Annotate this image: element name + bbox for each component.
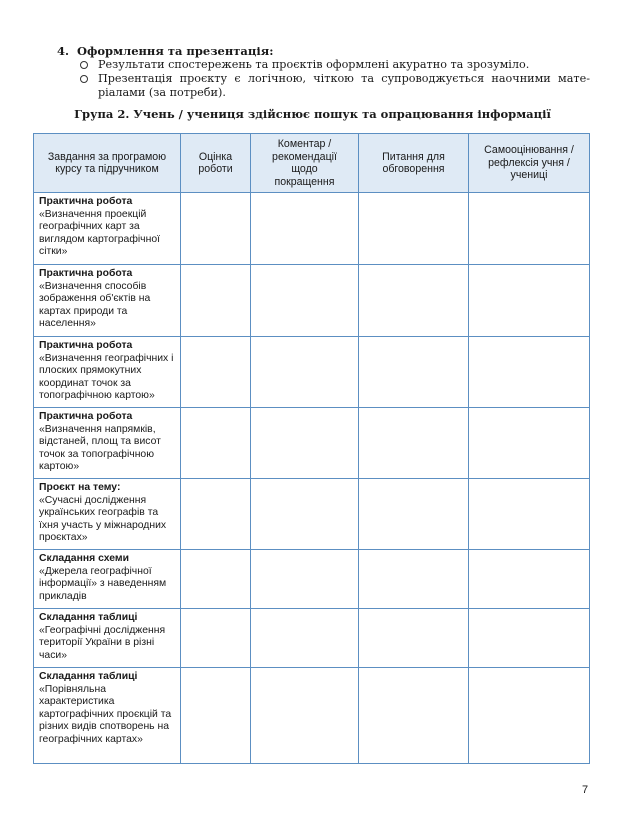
discussion-cell[interactable]: [359, 265, 469, 337]
comment-cell[interactable]: [251, 337, 359, 408]
circle-bullet-icon: [80, 75, 88, 83]
table-row: [34, 609, 590, 668]
discussion-cell[interactable]: [359, 479, 469, 550]
comment-cell[interactable]: [251, 668, 359, 764]
task-name: «Визначення проекцій географічних карт за виглядом картографічної сітки»: [39, 208, 160, 258]
table-row: [34, 479, 590, 550]
task-cell: [34, 193, 181, 265]
self-assessment-cell[interactable]: [469, 609, 590, 668]
task-type: Практична робота: [39, 196, 133, 207]
discussion-cell[interactable]: [359, 550, 469, 609]
task-type: Проєкт на тему:: [39, 482, 121, 493]
grade-cell[interactable]: [181, 668, 251, 764]
list-item: [80, 58, 590, 72]
task-name: «Джерела географічної інформації» з наведенням прикладів: [39, 565, 167, 602]
grade-cell[interactable]: [181, 479, 251, 550]
table-header-row: [34, 134, 590, 193]
evaluation-table: [33, 133, 590, 764]
comment-cell[interactable]: [251, 193, 359, 265]
task-cell: [34, 337, 181, 408]
task-cell: [34, 479, 181, 550]
task-name: «Сучасні дослідження українських географів та їхня участь у міжнародних проєктах»: [39, 494, 167, 544]
table-row: [34, 550, 590, 609]
comment-cell[interactable]: [251, 265, 359, 337]
task-cell: [34, 550, 181, 609]
task-cell: [34, 609, 181, 668]
task-type: Складання таблиці: [39, 612, 138, 623]
grade-cell[interactable]: [181, 193, 251, 265]
comment-cell[interactable]: [251, 479, 359, 550]
table-row: [34, 668, 590, 764]
criteria-list: [80, 58, 590, 101]
comment-cell[interactable]: [251, 609, 359, 668]
task-type: Практична робота: [39, 340, 133, 351]
header-discussion: Питання для обговорення: [359, 134, 469, 193]
discussion-cell[interactable]: [359, 609, 469, 668]
section-title: Оформлення та презентація:: [77, 44, 274, 58]
header-task: Завдання за програмою курсу та підручником: [34, 134, 181, 193]
grade-cell[interactable]: [181, 408, 251, 479]
grade-cell[interactable]: [181, 609, 251, 668]
self-assessment-cell[interactable]: [469, 193, 590, 265]
circle-bullet-icon: [80, 61, 88, 69]
table-row: [34, 193, 590, 265]
list-item-text: Презентація проєкту є логічною, чіткою та супроводжується наочними мате- ріалами (за потреби).: [98, 72, 590, 100]
discussion-cell[interactable]: [359, 337, 469, 408]
task-name: «Географічні дослідження території України в різні часи»: [39, 624, 166, 661]
grade-cell[interactable]: [181, 337, 251, 408]
task-type: Складання схеми: [39, 553, 129, 564]
header-comment: Коментар / рекомендації щодо покращення: [251, 134, 359, 193]
task-type: Складання таблиці: [39, 671, 138, 682]
discussion-cell[interactable]: [359, 668, 469, 764]
discussion-cell[interactable]: [359, 193, 469, 265]
task-type: Практична робота: [39, 411, 133, 422]
task-name: «Визначення географічних і плоских прямокутних координат точок за топографічною картою»: [39, 352, 174, 402]
self-assessment-cell[interactable]: [469, 337, 590, 408]
comment-cell[interactable]: [251, 408, 359, 479]
task-name: «Визначення напрямків, відстаней, площ та висот точок за топографічною картою»: [39, 423, 161, 473]
self-assessment-cell[interactable]: [469, 408, 590, 479]
task-cell: [34, 265, 181, 337]
task-cell: [34, 408, 181, 479]
group-title: Група 2. Учень / учениця здійснює пошук та опрацювання інформації: [74, 107, 551, 121]
discussion-cell[interactable]: [359, 408, 469, 479]
task-name: «Порівняльна характеристика картографічних проєкцій та різних видів спотворень на географічних картах»: [39, 683, 172, 745]
header-grade: Оцінка роботи: [181, 134, 251, 193]
self-assessment-cell[interactable]: [469, 479, 590, 550]
task-cell: [34, 668, 181, 764]
table-row: [34, 265, 590, 337]
self-assessment-cell[interactable]: [469, 668, 590, 764]
grade-cell[interactable]: [181, 550, 251, 609]
list-item-text: Результати спостережень та проєктів оформлені акуратно та зрозуміло.: [98, 58, 530, 71]
task-type: Практична робота: [39, 268, 133, 279]
self-assessment-cell[interactable]: [469, 550, 590, 609]
grade-cell[interactable]: [181, 265, 251, 337]
self-assessment-cell[interactable]: [469, 265, 590, 337]
table-row: [34, 408, 590, 479]
comment-cell[interactable]: [251, 550, 359, 609]
task-name: «Визначення способів зображення об'єктів на картах природи та населення»: [39, 280, 151, 330]
table-row: [34, 337, 590, 408]
page-number: 7: [582, 784, 589, 796]
section-heading: [57, 44, 273, 58]
header-self-assessment: Самооцінювання / рефлексія учня / учениці: [469, 134, 590, 193]
list-item: [80, 72, 590, 100]
section-number: 4.: [57, 44, 70, 58]
